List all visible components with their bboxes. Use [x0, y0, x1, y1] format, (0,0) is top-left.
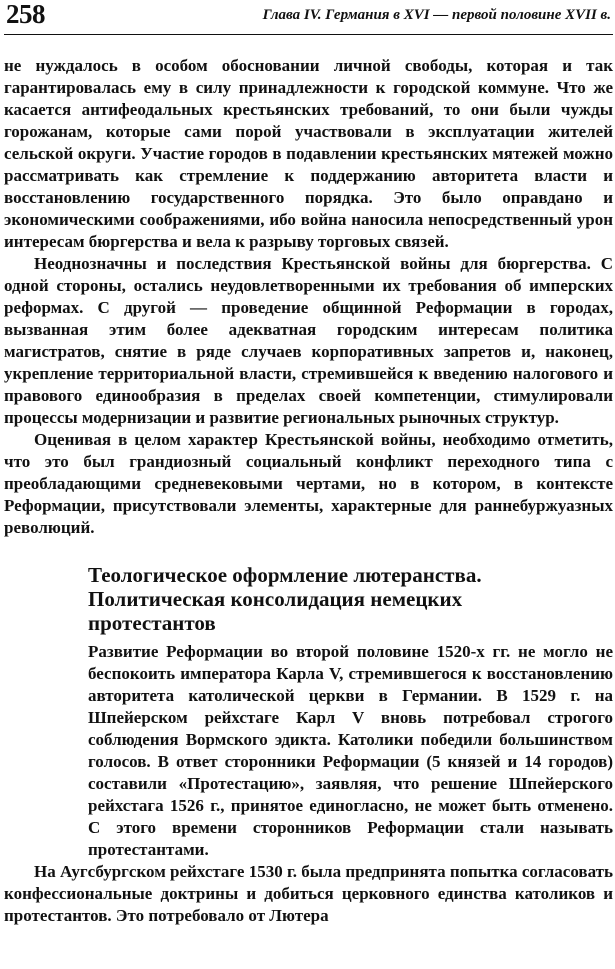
section-title: [88, 563, 613, 635]
section-text: [4, 641, 613, 927]
section-title-line: протестантов: [88, 611, 216, 635]
body-text: [4, 55, 613, 927]
paragraph: На Аугсбургском рейхстаге 1530 г. была предпринята попытка согласовать конфессиональные доктрины и добиться церковного единства католиков и протестантов. Это потребовало от Лютера: [4, 862, 613, 925]
section-title-line: Теологическое оформление лютеранства.: [88, 563, 482, 587]
paragraph: не нуждалось в особом обосновании личной свободы, которая и так гарантировалась ему в силу принадлежности к городской коммуне. Что же касается антифеодальных крестьянских требований, то они были чужды горожанам, которые сами порой участвовали в эксплуатации жителей сельской округи. Участие городов в подавлении крестьянских мятежей можно рассматривать как стремление к поддержанию авторитета власти и восстановлению государственного порядка. Это было оправдано и экономическими соображениями, ибо война наносила непосредственный урон интересам бюргерства и вела к разрыву торговых связей.: [4, 56, 613, 251]
paragraph: Неоднозначны и последствия Крестьянской войны для бюргерства. С одной стороны, остались неудовлетворенными их требования об имперских реформах. С другой — проведение общинной Реформации в городах, вызванная этим более адекватная городским интересам политика магистратов, снятие в ряде случаев корпоративных запретов и, наконец, укрепление территориальной власти, стремившейся к введению налогового и правового единообразия в пределах своей компетенции, стимулировали процессы модернизации и развитие региональных рыночных структур.: [4, 254, 613, 427]
section-title-line: Политическая консолидация немецких: [88, 587, 463, 611]
paragraph: Оценивая в целом характер Крестьянской войны, необходимо отметить, что это был грандиозный социальный конфликт переходного типа с преобладающими средневековыми чертами, но в котором, в контексте Реформации, присутствовали элементы, характерные для раннебуржуазных революций.: [4, 430, 613, 537]
running-title: Глава IV. Германия в XVI — первой половине XVII в.: [262, 7, 611, 23]
paragraph: Развитие Реформации во второй половине 1520-х гг. не могло не беспокоить императора Карла V, стремившегося к восстановлению авторитета католической церкви в Германии. В 1529 г. на Шпейерском рейхстаге Карл V вновь потребовал строгого соблюдения Вормского эдикта. Католики победили большинством голосов. В ответ сторонники Реформации (5 князей и 14 городов) составили «Протестацию», заявляя, что решение Шпейерского рейхстага 1526 г., принятое единогласно, не может быть отменено. С этого времени сторонников Реформации стали называть протестантами.: [88, 642, 613, 859]
running-header: [4, 0, 613, 35]
page-number: 258: [6, 0, 45, 29]
